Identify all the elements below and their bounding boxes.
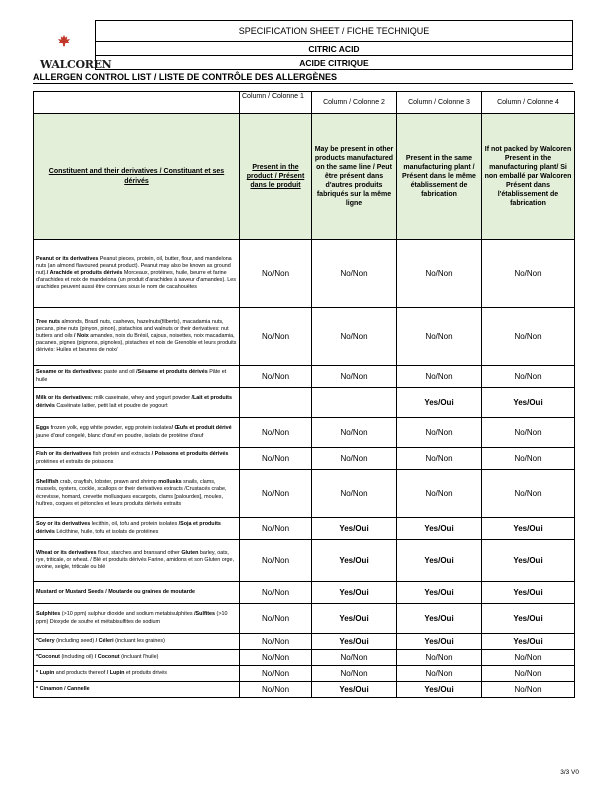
column-3-value: Yes/Oui [397, 682, 482, 698]
constituent-cell [34, 518, 240, 540]
column-1-value: No/Non [240, 240, 312, 308]
constituent-cell [34, 682, 240, 698]
constituent-detail: (incluant les graines) [113, 637, 165, 644]
constituent-name: / Poissons et produits dérivés [151, 451, 229, 458]
constituent-cell [34, 650, 240, 666]
constituent-cell [34, 308, 240, 366]
manufacturing-plant-header: If not packed by Walcoren Present in the manufacturing plant/ Si non emballé par Walcoren Présent dans l'établissement de fabrication [482, 114, 575, 240]
column-4-value: No/Non [482, 650, 575, 666]
column-3-value: Yes/Oui [397, 540, 482, 582]
allergen-table [33, 91, 575, 698]
column-2-value: No/Non [312, 418, 397, 448]
column-1-value: No/Non [240, 366, 312, 388]
column-4-value: Yes/Oui [482, 388, 575, 418]
column-4-value: Yes/Oui [482, 582, 575, 604]
column-2-value: Yes/Oui [312, 634, 397, 650]
constituent-name: Soy or its derivatives [36, 521, 91, 528]
constituent-detail: (incluant l'huile) [119, 653, 159, 660]
column-3-value: No/Non [397, 366, 482, 388]
constituent-name: / Noix [72, 332, 89, 339]
same-plant-header: Present in the same manufacturing plant / Présent dans le même établissement de fabrication [397, 114, 482, 240]
column-2-value: No/Non [312, 470, 397, 518]
allergen-row [34, 518, 575, 540]
column-2-value: Yes/Oui [312, 540, 397, 582]
constituent-name: Shellfish [36, 479, 59, 486]
constituent-name: /Sésame et produits dérivés [136, 369, 208, 376]
constituent-name: /Sulfites [194, 611, 216, 618]
constituent-name: / Coconut [94, 653, 120, 660]
column-4-value: Yes/Oui [482, 604, 575, 634]
column-4-value: No/Non [482, 666, 575, 682]
constituent-detail: lecithin, oil, tofu and protein isolates [90, 521, 179, 528]
constituent-detail: jaune d'œuf congelé, blanc d'œuf en poudre, isolats de protéine d'œuf [36, 432, 204, 439]
constituent-name: /Soja et produits dérivés [36, 521, 221, 535]
column-3-value: No/Non [397, 308, 482, 366]
column-4-label: Column / Colonne 4 [482, 92, 575, 114]
column-1-value: No/Non [240, 518, 312, 540]
constituent-detail: fish protein and extracts [91, 451, 152, 458]
column-2-value: No/Non [312, 308, 397, 366]
allergen-row [34, 418, 575, 448]
column-1-value: No/Non [240, 448, 312, 470]
constituent-name: Wheat or its derivatives [36, 549, 97, 556]
same-line-header: May be present in other products manufactured on the same line / Peut être présent dans d'autres produits fabriqués sur la même ligne [312, 114, 397, 240]
allergen-row [34, 604, 575, 634]
constituent-name: * Lupin [36, 669, 55, 676]
column-1-value: No/Non [240, 582, 312, 604]
constituent-detail: Lécithine, huile, tofu et isolats de protéines [54, 528, 159, 535]
allergen-row [34, 650, 575, 666]
column-4-value: No/Non [482, 418, 575, 448]
allergen-row [34, 682, 575, 698]
column-3-value: Yes/Oui [397, 388, 482, 418]
constituent-name: / Lupin [106, 669, 125, 676]
constituent-cell [34, 418, 240, 448]
constituent-detail: snails, clams, mussels, oysters, cockle, scallops or their derivatives extracts /Crustacés crabe, écrevisse, homard, crevette mollusques escargots, clams [palourdes], moules, huîtres, coques et pétoncles et leurs produits dérivés extraits [36, 479, 227, 507]
column-header-row [34, 114, 575, 240]
constituent-name: *Coconut [36, 653, 60, 660]
column-1-value: No/Non [240, 604, 312, 634]
sheet-title: SPECIFICATION SHEET / FICHE TECHNIQUE [96, 21, 573, 42]
constituent-detail: Morceaux, protéines, huile, beurre et farine d'arachides et noix de mandelona (un produit d'arachides à saveur d'amandes). Les arachides peuvent aussi être connues sous le nom de cacahouètes [36, 269, 236, 291]
constituent-detail: (>10 ppm) Dioxyde de soufre et métabisulfites de sodium [36, 611, 228, 625]
allergen-row [34, 540, 575, 582]
constituent-detail: flour, starches and bransand other [96, 549, 182, 556]
column-1-value: No/Non [240, 308, 312, 366]
column-1-label: Column / Colonne 1 [240, 92, 312, 114]
column-3-label: Column / Colonne 3 [397, 92, 482, 114]
constituent-detail: et produits drivés [124, 669, 167, 676]
column-2-value [312, 388, 397, 418]
constituent-cell [34, 240, 240, 308]
constituent-cell [34, 666, 240, 682]
allergen-row [34, 470, 575, 518]
column-3-value: No/Non [397, 448, 482, 470]
constituent-detail: (>10 ppm) sulphur dioxide and sodium metabisulphites [60, 611, 195, 618]
constituent-detail: (including seed) [54, 637, 96, 644]
column-2-value: Yes/Oui [312, 518, 397, 540]
column-4-value: No/Non [482, 682, 575, 698]
constituent-detail: protéines et extraits de poissons [36, 458, 114, 465]
column-3-value: No/Non [397, 650, 482, 666]
constituent-detail: crab, crayfish, lobster, prawn and shrimp [58, 479, 159, 486]
constituent-name: / Œufs et produit dérivé [171, 425, 232, 432]
logo-cell [33, 21, 112, 71]
present-in-product-header: Present in the product / Présent dans le produit [240, 114, 312, 240]
constituent-detail: paste and oil [102, 369, 137, 376]
column-3-value: No/Non [397, 470, 482, 518]
column-2-value: No/Non [312, 366, 397, 388]
column-1-value: No/Non [240, 650, 312, 666]
column-1-value: No/Non [240, 470, 312, 518]
allergen-row [34, 366, 575, 388]
column-3-value: Yes/Oui [397, 582, 482, 604]
constituent-name: / Céleri [95, 637, 114, 644]
constituent-name: * Cinamon / Cannelle [36, 685, 90, 692]
column-4-value: No/Non [482, 470, 575, 518]
column-3-value: No/Non [397, 418, 482, 448]
constituent-detail: Peanut pieces, protein, oil, butter, flour, and mandelona nuts (an almond flavoured peanut product). Peanut may also be known as ground nut). [36, 255, 232, 276]
constituent-detail: milk caseinate, whey and yogurt powder [92, 395, 192, 402]
column-number-row [34, 92, 575, 114]
constituent-detail: almonds, Brazil nuts, cashews, hazelnuts(filberts), macadamia nuts, pecans, pine nuts (pinyon, pinon), pistachios and walnuts or their derivatives: nut butters and oils [36, 318, 229, 339]
constituent-name: Gluten [181, 549, 199, 556]
constituent-detail: amandes, noix du Brésil, cajous, noisettes, noix macadamia, pacanes, pignes (pignons, pignoles), pistaches et noix de Grenoble et leurs produits dérivés: Huiles et beurres de noix/ [36, 332, 237, 354]
maple-leaf-icon [57, 35, 71, 47]
constituent-cell [34, 470, 240, 518]
column-3-value: No/Non [397, 240, 482, 308]
allergen-row [34, 308, 575, 366]
page-number: 3/3 V0 [560, 769, 579, 776]
logo-text: WALCOREN [40, 57, 112, 71]
column-2-value: No/Non [312, 666, 397, 682]
allergen-list-title: ALLERGEN CONTROL LIST / LISTE DE CONTRÔLE DES ALLERGÈNES [33, 72, 573, 84]
column-1-value: No/Non [240, 634, 312, 650]
column-1-value: No/Non [240, 682, 312, 698]
constituent-name: Peanut or its derivatives [36, 255, 99, 262]
column-2-value: No/Non [312, 650, 397, 666]
constituent-name: Eggs [36, 425, 50, 432]
allergen-row [34, 240, 575, 308]
constituent-name: Mustard or Mustard Seeds / Moutarde ou graines de moutarde [36, 588, 196, 595]
constituent-cell [34, 388, 240, 418]
constituent-name: Fish or its derivatives [36, 451, 92, 458]
constituent-name: /Lait et produits dérivés [36, 395, 232, 409]
column-2-value: No/Non [312, 448, 397, 470]
constituent-name: / Arachide et produits dérivés [46, 269, 123, 276]
constituent-cell [34, 448, 240, 470]
column-2-value: Yes/Oui [312, 582, 397, 604]
column-1-value: No/Non [240, 666, 312, 682]
constituent-detail: Caséinate laitier, petit lait et poudre de yogourt [54, 402, 168, 409]
column-1-value [240, 388, 312, 418]
spec-header [33, 20, 573, 70]
allergen-row [34, 582, 575, 604]
column-4-value: No/Non [482, 366, 575, 388]
constituent-cell [34, 604, 240, 634]
allergen-rows [34, 240, 575, 698]
column-2-label: Column / Colonne 2 [312, 92, 397, 114]
constituent-name: Tree nuts [36, 318, 60, 325]
column-number-blank [34, 92, 240, 114]
constituent-name: Sulphites [36, 611, 61, 618]
constituent-cell [34, 366, 240, 388]
constituent-name: Milk or its derivatives: [36, 395, 93, 402]
constituent-detail: frozen yolk, egg white powder, egg protein isolates [49, 425, 172, 432]
walcoren-logo [33, 21, 112, 71]
constituent-cell [34, 582, 240, 604]
constituent-cell [34, 540, 240, 582]
allergen-row [34, 634, 575, 650]
allergen-row [34, 388, 575, 418]
constituent-header: Constituent and their derivatives / Constituant et ses dérivés [34, 114, 240, 240]
column-1-value: No/Non [240, 418, 312, 448]
column-4-value: No/Non [482, 240, 575, 308]
constituent-name: Sesame or its derivatives: [36, 369, 103, 376]
column-4-value: Yes/Oui [482, 634, 575, 650]
constituent-cell [34, 634, 240, 650]
constituent-name: *Celery [36, 637, 55, 644]
product-name-fr: ACIDE CITRIQUE [96, 56, 573, 70]
column-3-value: Yes/Oui [397, 634, 482, 650]
column-4-value: Yes/Oui [482, 518, 575, 540]
constituent-detail: barley, oats, rye, triticale, or wheat. / Blé et produits dérivés Farine, amidons et son Gluten orge, avoine, seigle, triticale ou blé [36, 549, 235, 570]
column-3-value: Yes/Oui [397, 518, 482, 540]
column-4-value: Yes/Oui [482, 540, 575, 582]
column-3-value: Yes/Oui [397, 604, 482, 634]
allergen-row [34, 666, 575, 682]
product-name-en: CITRIC ACID [96, 42, 573, 56]
constituent-detail: (including oil) [59, 653, 95, 660]
constituent-detail: and products thereof [54, 669, 107, 676]
column-1-value: No/Non [240, 540, 312, 582]
column-4-value: No/Non [482, 308, 575, 366]
column-2-value: No/Non [312, 240, 397, 308]
column-2-value: Yes/Oui [312, 604, 397, 634]
constituent-name: mollusks [158, 479, 182, 486]
column-3-value: No/Non [397, 666, 482, 682]
allergen-row [34, 448, 575, 470]
constituent-detail: Pâte et huile [36, 369, 227, 383]
column-4-value: No/Non [482, 448, 575, 470]
column-2-value: Yes/Oui [312, 682, 397, 698]
